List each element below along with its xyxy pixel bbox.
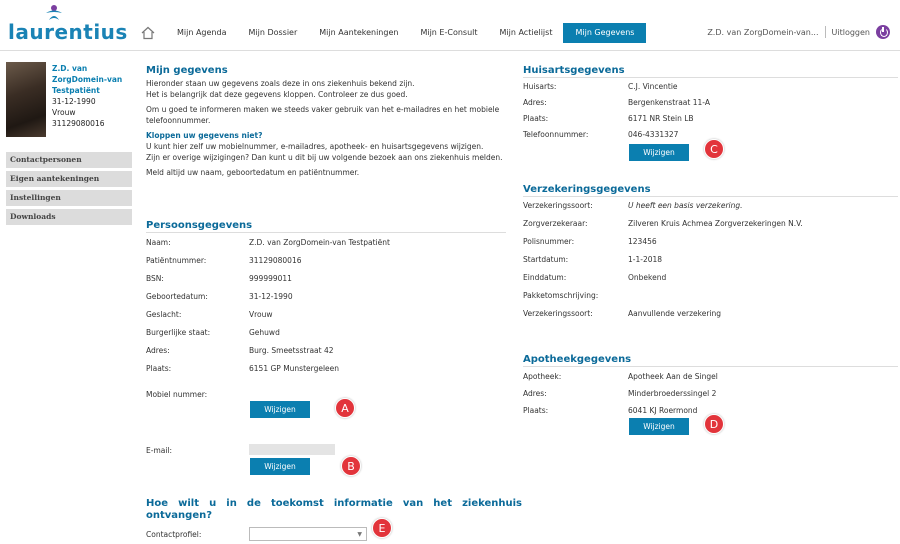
nav-mijn-aantekeningen[interactable]: Mijn Aantekeningen <box>319 28 399 37</box>
insurance-value: 1-1-2018 <box>628 255 663 264</box>
personal-label: Burgerlijke staat: <box>146 328 211 337</box>
question-heading: Kloppen uw gegevens niet? <box>146 131 263 140</box>
email-label: E-mail: <box>146 446 173 455</box>
personal-value: Z.D. van ZorgDomein-van Testpatiënt <box>249 238 390 247</box>
nav-mijn-actielijst[interactable]: Mijn Actielijst <box>499 28 553 37</box>
brand-name: laurentius <box>8 20 128 44</box>
profile-dob: 31-12-1990 <box>52 97 96 106</box>
pharmacy-label: Adres: <box>523 389 547 398</box>
personal-value: 6151 GP Munstergeleen <box>249 364 340 373</box>
profile-name-2: ZorgDomein-van <box>52 75 123 84</box>
sidebar-item-contactpersonen[interactable]: Contactpersonen <box>6 152 132 168</box>
annotation-badge-a: A <box>335 398 355 418</box>
pharmacy-value: Minderbroederssingel 2 <box>628 389 717 398</box>
personal-label: Geslacht: <box>146 310 182 319</box>
logout-link[interactable]: Uitloggen <box>831 27 870 37</box>
future-title <box>146 498 522 522</box>
divider <box>523 77 898 78</box>
contact-profile-select[interactable] <box>249 527 367 541</box>
personal-label: Plaats: <box>146 364 172 373</box>
future-title-line2: ontvangen? <box>146 510 213 521</box>
divider <box>825 26 826 38</box>
annotation-badge-d: D <box>704 414 724 434</box>
gp-value: 6171 NR Stein LB <box>628 114 694 123</box>
insurance-value: U heeft een basis verzekering. <box>628 201 743 210</box>
insurance-value: Zilveren Kruis Achmea Zorgverzekeringen N.V. <box>628 219 803 228</box>
main-nav <box>140 23 646 43</box>
change-pharmacy-button[interactable]: Wijzigen <box>629 418 689 435</box>
pharmacy-label: Plaats: <box>523 406 549 415</box>
intro-line: U kunt hier zelf uw mobielnummer, e-mailadres, apotheek- en huisartsgegevens wijzigen. <box>146 142 484 151</box>
divider <box>146 232 506 233</box>
pharmacy-value: 6041 KJ Roermond <box>628 406 698 415</box>
personal-label: Naam: <box>146 238 171 247</box>
gp-value: C.J. Vincentie <box>628 82 678 91</box>
insurance-label: Polisnummer: <box>523 237 575 246</box>
change-gp-button[interactable]: Wijzigen <box>629 144 689 161</box>
insurance-value: 123456 <box>628 237 657 246</box>
insurance-label: Verzekeringssoort: <box>523 309 593 318</box>
annotation-badge-c: C <box>704 139 724 159</box>
header-divider <box>0 50 900 51</box>
profile-name-3: Testpatiënt <box>52 86 100 95</box>
user-name[interactable]: Z.D. van ZorgDomein-van... <box>707 27 819 37</box>
personal-label: BSN: <box>146 274 164 283</box>
gp-title: Huisartsgegevens <box>523 65 625 76</box>
personal-label: Patiëntnummer: <box>146 256 207 265</box>
profile-number: 31129080016 <box>52 119 105 128</box>
home-icon[interactable] <box>140 25 156 41</box>
profile-card <box>52 63 122 129</box>
mobile-label: Mobiel nummer: <box>146 390 208 399</box>
side-menu <box>6 152 132 228</box>
intro-line: Hieronder staan uw gegevens zoals deze in ons ziekenhuis bekend zijn. <box>146 79 415 88</box>
gp-label: Telefoonnummer: <box>523 130 589 139</box>
gp-label: Huisarts: <box>523 82 557 91</box>
nav-mijn-e-consult[interactable]: Mijn E-Consult <box>420 28 478 37</box>
intro-text <box>146 78 503 178</box>
pharmacy-title: Apotheekgegevens <box>523 354 632 365</box>
pharmacy-value: Apotheek Aan de Singel <box>628 372 718 381</box>
change-mobile-button[interactable]: Wijzigen <box>250 401 310 418</box>
chevron-down-icon: ▼ <box>357 531 362 538</box>
insurance-value: Aanvullende verzekering <box>628 309 722 318</box>
power-icon[interactable] <box>876 25 890 39</box>
contact-profile-label: Contactprofiel: <box>146 530 202 539</box>
sidebar-item-instellingen[interactable]: Instellingen <box>6 190 132 206</box>
divider <box>523 366 898 367</box>
gp-value: 046-4331327 <box>628 130 679 139</box>
intro-line: Zijn er overige wijzigingen? Dan kunt u dit bij uw volgende bezoek aan ons ziekenhuis melden. <box>146 153 503 162</box>
avatar <box>6 62 46 137</box>
profile-gender: Vrouw <box>52 108 76 117</box>
email-value-redacted <box>249 444 335 455</box>
gp-value: Bergenkenstraat 11-A <box>628 98 710 107</box>
annotation-badge-e: E <box>372 518 392 538</box>
gp-label: Adres: <box>523 98 547 107</box>
sidebar-item-eigen-aantekeningen[interactable]: Eigen aantekeningen <box>6 171 132 187</box>
change-email-button[interactable]: Wijzigen <box>250 458 310 475</box>
pharmacy-label: Apotheek: <box>523 372 562 381</box>
personal-value: Burg. Smeetsstraat 42 <box>249 346 334 355</box>
personal-value: Vrouw <box>249 310 273 319</box>
personal-value: 31-12-1990 <box>249 292 293 301</box>
insurance-label: Verzekeringssoort: <box>523 201 593 210</box>
divider <box>523 196 898 197</box>
user-area <box>707 25 890 39</box>
page-title: Mijn gegevens <box>146 65 228 76</box>
insurance-label: Einddatum: <box>523 273 567 282</box>
annotation-badge-b: B <box>341 456 361 476</box>
nav-mijn-gegevens[interactable]: Mijn Gegevens <box>563 23 646 43</box>
personal-value: 31129080016 <box>249 256 302 265</box>
personal-title: Persoonsgegevens <box>146 220 253 231</box>
gp-label: Plaats: <box>523 114 549 123</box>
insurance-label: Startdatum: <box>523 255 569 264</box>
intro-line: Het is belangrijk dat deze gegevens kloppen. Controleer ze dus goed. <box>146 90 408 99</box>
personal-label: Geboortedatum: <box>146 292 208 301</box>
insurance-label: Pakketomschrijving: <box>523 291 599 300</box>
logo[interactable] <box>8 4 128 44</box>
profile-name-1: Z.D. van <box>52 64 88 73</box>
future-title-line1: Hoe wilt u in de toekomst informatie van het ziekenhuis <box>146 498 522 509</box>
insurance-label: Zorgverzekeraar: <box>523 219 588 228</box>
intro-line: Meld altijd uw naam, geboortedatum en patiëntnummer. <box>146 168 360 177</box>
nav-mijn-dossier[interactable]: Mijn Dossier <box>248 28 298 37</box>
intro-line: telefoonnummer. <box>146 116 211 125</box>
insurance-title: Verzekeringsgegevens <box>523 184 651 195</box>
personal-value: Gehuwd <box>249 328 280 337</box>
sidebar-item-downloads[interactable]: Downloads <box>6 209 132 225</box>
personal-value: 999999011 <box>249 274 292 283</box>
personal-label: Adres: <box>146 346 170 355</box>
intro-line: Om u goed te informeren maken we steeds vaker gebruik van het e-mailadres en het mobiele <box>146 105 500 114</box>
nav-mijn-agenda[interactable]: Mijn Agenda <box>177 28 227 37</box>
insurance-value: Onbekend <box>628 273 667 282</box>
